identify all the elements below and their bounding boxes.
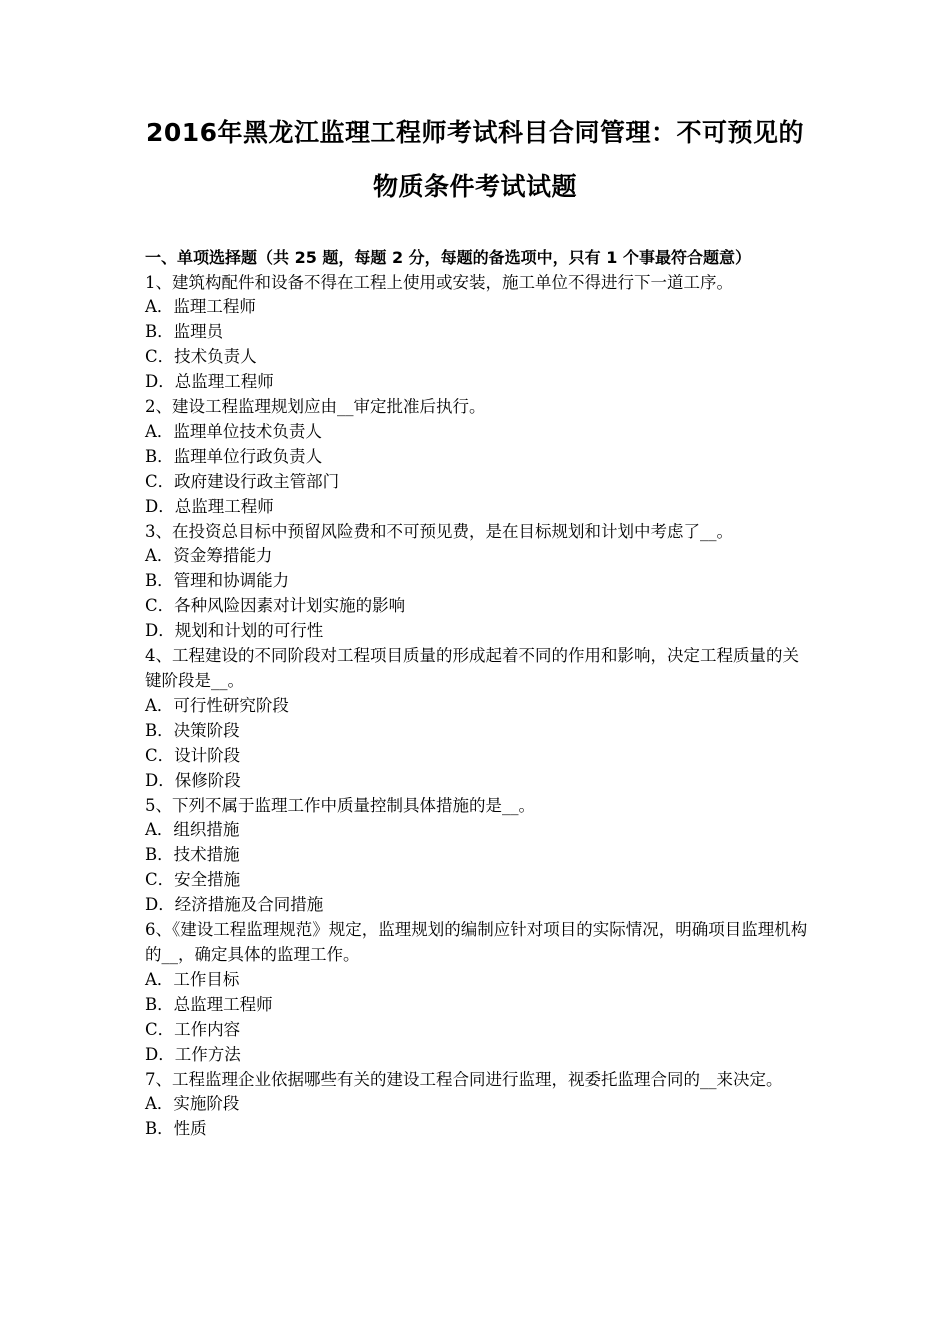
option-c: C．技术负责人 — [145, 347, 257, 367]
option-b: B．监理单位行政负责人 — [145, 446, 323, 466]
option-b: B．性质 — [145, 1119, 207, 1139]
section-heading: 一、单项选择题（共 25 题，每题 2 分，每题的备选项中，只有 1 个事最符合题意） — [145, 248, 751, 267]
question-stem: 4、工程建设的不同阶段对工程项目质量的形成起着不同的作用和影响，决定工程质量的关键阶段是__。 — [145, 646, 799, 690]
question-stem: 5、下列不属于监理工作中质量控制具体措施的是__。 — [145, 795, 535, 815]
option-d: D．规划和计划的可行性 — [145, 621, 324, 641]
option-d: D．总监理工程师 — [145, 496, 274, 516]
question-3 — [145, 520, 810, 645]
question-6 — [145, 918, 810, 1067]
document-title-line-1: 2016年黑龙江监理工程师考试科目合同管理：不可预见的 — [145, 118, 805, 147]
question-2 — [145, 395, 810, 520]
question-1 — [145, 271, 810, 396]
option-b: B．总监理工程师 — [145, 994, 273, 1014]
question-stem: 7、工程监理企业依据哪些有关的建设工程合同进行监理，视委托监理合同的__来决定。 — [145, 1069, 783, 1089]
question-7 — [145, 1068, 810, 1143]
question-stem: 1、建筑构配件和设备不得在工程上使用或安装，施工单位不得进行下一道工序。 — [145, 272, 733, 292]
document-title-line-2: 物质条件考试试题 — [372, 172, 577, 201]
option-d: D．工作方法 — [145, 1044, 241, 1064]
question-stem: 3、在投资总目标中预留风险费和不可预见费，是在目标规划和计划中考虑了__。 — [145, 521, 733, 541]
option-a: A．可行性研究阶段 — [145, 695, 289, 715]
option-b: B．决策阶段 — [145, 720, 240, 740]
option-d: D．经济措施及合同措施 — [145, 895, 324, 915]
option-d: D．保修阶段 — [145, 770, 241, 790]
option-a: A．监理工程师 — [145, 297, 256, 317]
option-a: A．资金筹措能力 — [145, 546, 273, 566]
question-4 — [145, 644, 810, 793]
question-5 — [145, 794, 810, 919]
option-d: D．总监理工程师 — [145, 372, 274, 392]
document-body — [145, 246, 810, 1142]
question-stem: 6、《建设工程监理规范》规定，监理规划的编制应针对项目的实际情况，明确项目监理机构的__，确定具体的监理工作。 — [145, 920, 808, 964]
option-a: A．实施阶段 — [145, 1094, 240, 1114]
option-c: C．安全措施 — [145, 870, 241, 890]
option-c: C．设计阶段 — [145, 745, 241, 765]
question-stem: 2、建设工程监理规划应由__审定批准后执行。 — [145, 397, 486, 417]
option-a: A．组织措施 — [145, 820, 240, 840]
option-a: A．监理单位技术负责人 — [145, 421, 322, 441]
option-b: B．监理员 — [145, 322, 224, 342]
option-a: A．工作目标 — [145, 969, 240, 989]
option-b: B．技术措施 — [145, 845, 240, 865]
option-c: C．各种风险因素对计划实施的影响 — [145, 596, 406, 616]
option-b: B．管理和协调能力 — [145, 571, 290, 591]
option-c: C．政府建设行政主管部门 — [145, 471, 340, 491]
option-c: C．工作内容 — [145, 1019, 241, 1039]
